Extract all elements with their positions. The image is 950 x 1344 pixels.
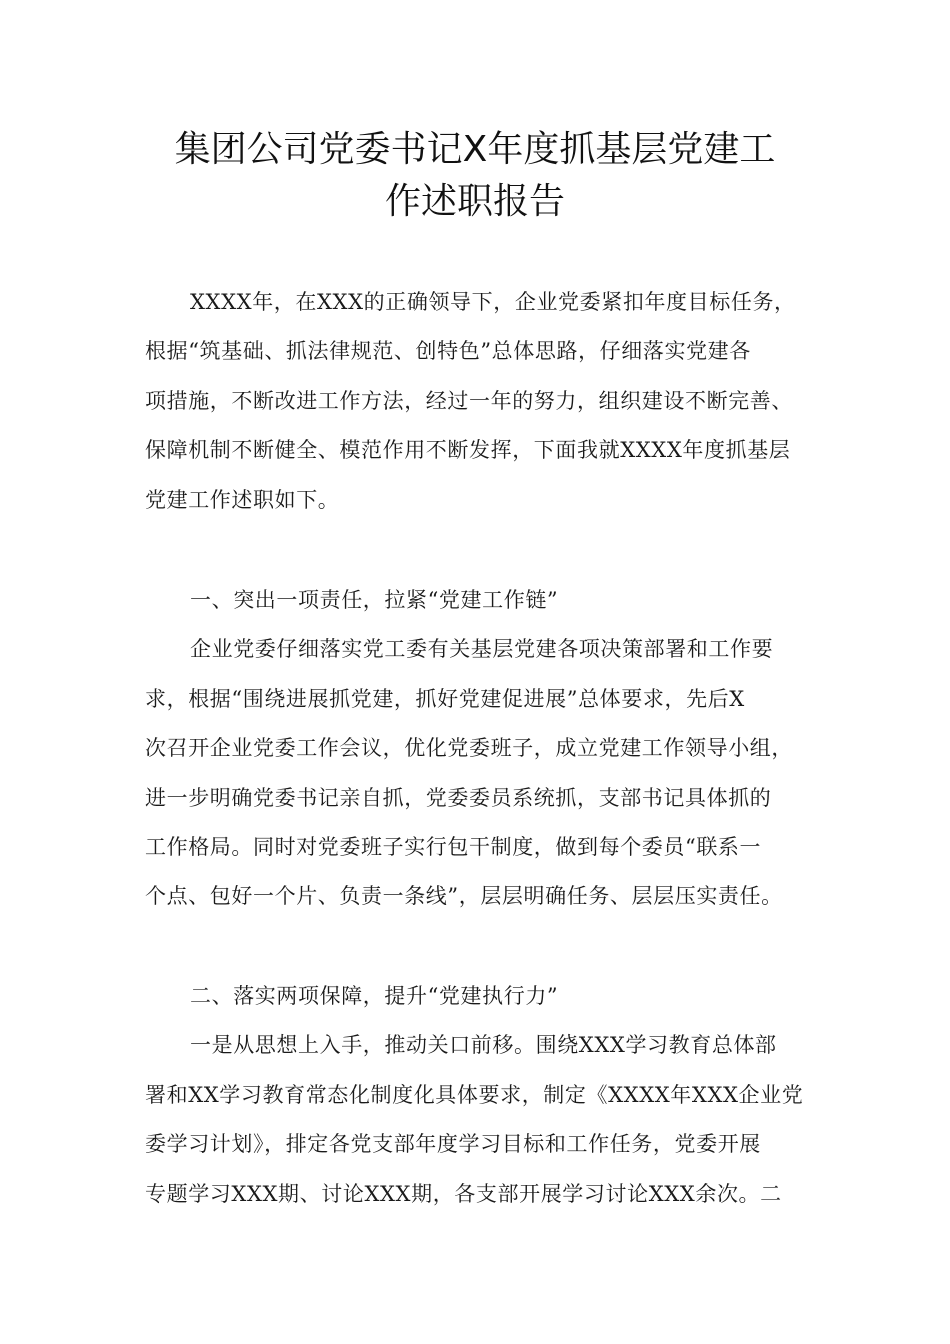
section-2 [145, 972, 825, 1219]
title-line: 集团公司党委书记X年度抓基层党建工 [174, 129, 776, 170]
paragraph-line: 次召开企业党委工作会议，优化党委班子，成立党建工作领导小组， [145, 736, 793, 761]
section-heading: 二、落实两项保障，提升“党建执行力” [190, 984, 559, 1008]
paragraph-line: 专题学习XXX期、讨论XXX期，各支部开展学习讨论XXX余次。二 [145, 1181, 782, 1206]
document-title [120, 124, 830, 228]
paragraph-line: 企业党委仔细落实党工委有关基层党建各项决策部署和工作要 [190, 637, 774, 662]
paragraph-line: 项措施，不断改进工作方法，经过一年的努力，组织建设不断完善、 [145, 388, 793, 413]
paragraph-line: 工作格局。同时对党委班子实行包干制度，做到每个委员“联系一 [145, 834, 762, 859]
paragraph-line: 委学习计划》，排定各党支部年度学习目标和工作任务，党委开展 [145, 1132, 761, 1157]
intro-paragraph [145, 278, 825, 525]
paragraph-line: 根据“筑基础、抓法律规范、创特色”总体思路，仔细落实党建各 [145, 339, 751, 364]
section-heading: 一、突出一项责任，拉紧“党建工作链” [190, 588, 559, 612]
paragraph-line: 党建工作述职如下。 [145, 487, 340, 512]
paragraph-line: 保障机制不断健全、模范作用不断发挥，下面我就XXXX年度抓基层 [145, 438, 791, 463]
paragraph-line: 个点、包好一个片、负责一条线”，层层明确任务、层层压实责任。 [145, 884, 783, 909]
paragraph-line: 一是从思想上入手，推动关口前移。围绕XXX学习教育总体部 [190, 1033, 777, 1058]
title-line: 作述职报告 [384, 181, 565, 222]
paragraph-line: 署和XX学习教育常态化制度化具体要求，制定《XXXX年XXX企业党 [145, 1082, 804, 1107]
paragraph-line: XXXX年，在XXX的正确领导下，企业党委紧扣年度目标任务， [190, 290, 796, 314]
paragraph-line: 求，根据“围绕进展抓党建，抓好党建促进展”总体要求，先后X [145, 686, 745, 711]
section-1 [145, 576, 825, 922]
paragraph-line: 进一步明确党委书记亲自抓，党委委员系统抓，支部书记具体抓的 [145, 785, 772, 810]
